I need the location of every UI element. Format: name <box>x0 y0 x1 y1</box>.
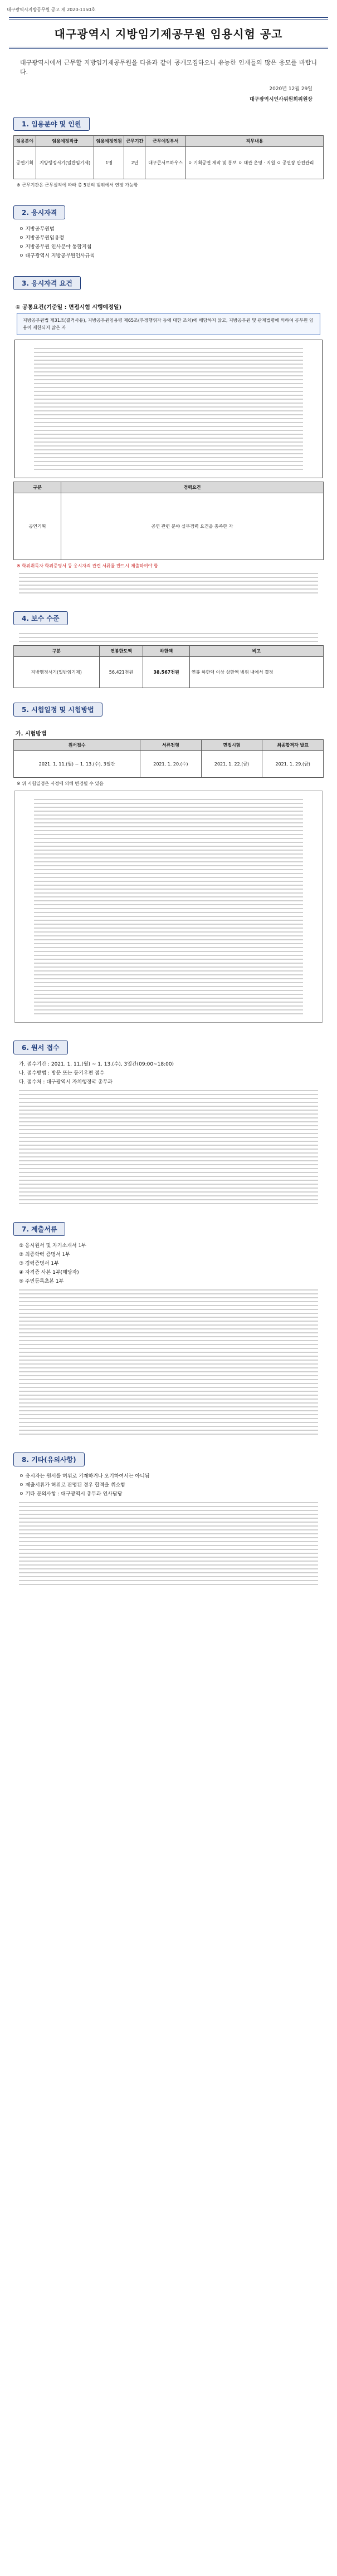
col-header: 임용분야 <box>14 136 36 147</box>
col-header: 구분 <box>14 482 61 493</box>
list-item: 가. 접수기간 : 2021. 1. 11.(월) ~ 1. 13.(수), 3일간(09:00~18:00) <box>19 1062 174 1067</box>
list-item: ④ 자격증 사본 1부(해당자) <box>19 1270 79 1275</box>
schedule-note: ※ 위 시험일정은 사정에 의해 변경될 수 있음 <box>17 781 104 786</box>
section-8-heading: 8. 기타(유의사항) <box>13 1453 85 1466</box>
col-header: 근무예정부서 <box>145 136 186 147</box>
table-cell: 2021. 1. 11.(월) ~ 1. 13.(수), 3일간 <box>14 751 140 778</box>
list-item: ㅇ 제출서류가 허위로 판명된 경우 합격을 취소함 <box>19 1483 126 1488</box>
notice-page <box>6 0 331 1585</box>
table-cell: ㅇ 기획공연 제작 및 홍보 ㅇ 대관 운영 · 지원 ㅇ 공연장 안전관리 <box>186 147 324 179</box>
col-header: 면접시험 <box>201 740 262 751</box>
subheading: 가. 시험방법 <box>16 731 47 737</box>
issuer: 대구광역시인사위원회위원장 <box>249 97 312 102</box>
title-box <box>9 17 328 49</box>
col-header: 임용예정인원 <box>94 136 124 147</box>
list-item: ⑤ 주민등록초본 1부 <box>19 1279 64 1284</box>
col-header: 구분 <box>14 646 100 657</box>
col-header: 임용예정직급 <box>36 136 94 147</box>
dense-text-block <box>34 799 303 1014</box>
col-header: 최종합격자 발표 <box>262 740 324 751</box>
list-item: ㅇ 기타 문의사항 : 대구광역시 총무과 인사담당 <box>19 1491 123 1497</box>
list-item: 다. 접수처 : 대구광역시 자치행정국 총무과 <box>19 1080 113 1085</box>
section-1-heading: 1. 임용분야 및 인원 <box>13 117 90 131</box>
list-item: 나. 접수방법 : 방문 또는 등기우편 접수 <box>19 1071 105 1076</box>
dense-text-block <box>19 1502 318 1585</box>
dense-text-block <box>19 573 318 593</box>
section-3-heading: 3. 응시자격 요건 <box>13 276 81 290</box>
table-cell: 2021. 1. 20.(수) <box>140 751 202 778</box>
list-item: ② 최종학력 증명서 1부 <box>19 1252 70 1258</box>
col-header: 원서접수 <box>14 740 140 751</box>
disqualification-box <box>14 340 323 478</box>
requirement-box: 지방공무원법 제31조(결격사유), 지방공무원임용령 제65조(부정행위자 등에 대한 조치)에 해당하지 않고, 지방공무원 및 관계법령에 의하여 공무원 임용이 제한되지 않은 자 <box>17 313 320 335</box>
col-header: 경력요건 <box>61 482 324 493</box>
dense-text-block <box>19 1090 318 1204</box>
table-cell: 2021. 1. 22.(금) <box>201 751 262 778</box>
section-6-heading: 6. 원서 접수 <box>13 1041 68 1054</box>
dense-text-block <box>34 348 303 470</box>
table-cell: 2021. 1. 29.(금) <box>262 751 324 778</box>
list-item: ㅇ 지방공무원 인사분야 통합지침 <box>19 244 92 250</box>
section-2-heading: 2. 응시자격 <box>13 205 65 219</box>
section-7-heading: 7. 제출서류 <box>13 1222 65 1236</box>
schedule-table <box>13 739 324 778</box>
table-cell: 공연기획 <box>14 147 36 179</box>
table-cell: 공연기획 <box>14 493 61 560</box>
notice-date: 2020년 12월 29일 <box>269 86 312 92</box>
career-table <box>13 482 324 560</box>
application-list <box>19 1060 318 1087</box>
intro-text: 대구광역시에서 근무할 지방임기제공무원을 다음과 같이 공개모집하오니 유능한 인재들의 많은 응모를 바랍니다. <box>20 59 317 76</box>
col-header: 근무기간 <box>124 136 145 147</box>
documents-list <box>19 1242 318 1286</box>
col-header: 연봉한도액 <box>99 646 143 657</box>
dense-text-block <box>19 633 318 642</box>
page-title: 대구광역시 지방임기제공무원 임용시험 공고 <box>54 27 283 41</box>
notice-red: ※ 학위취득자 학위증명서 등 응시자격 관련 서류를 반드시 제출하여야 함 <box>17 563 158 568</box>
dense-text-block <box>19 1289 318 1435</box>
list-item: ㅇ 지방공무원법 <box>19 227 55 232</box>
section-5-heading: 5. 시험일정 및 시험방법 <box>13 703 102 717</box>
section-4-heading: 4. 보수 수준 <box>13 611 68 625</box>
table-cell: 56,421천원 <box>99 657 143 688</box>
table-note: ※ 근무기간은 근무실적에 따라 총 5년의 범위에서 연장 가능함 <box>17 183 138 188</box>
table-cell: 연봉 하한액 이상 상한액 범위 내에서 결정 <box>189 657 323 688</box>
exam-method-box <box>14 791 323 1023</box>
list-item: ① 응시원서 및 자기소개서 1부 <box>19 1243 86 1249</box>
position-table <box>13 135 324 179</box>
table-cell: 공연 관련 분야 실무경력 요건을 충족한 자 <box>61 493 324 560</box>
table-cell: 1명 <box>94 147 124 179</box>
col-header: 비고 <box>189 646 323 657</box>
list-item: ㅇ 응시자는 원서를 허위로 기재하거나 오기하여서는 아니됨 <box>19 1474 150 1479</box>
col-header: 하한액 <box>143 646 189 657</box>
table-cell: 2년 <box>124 147 145 179</box>
list-item: ㅇ 대구광역시 지방공무원인사규칙 <box>19 253 95 259</box>
subheading: ① 공통요건(기준일 : 면접시험 시행예정일) <box>16 305 122 311</box>
table-cell: 지방행정서기(일반임기제) <box>36 147 94 179</box>
col-header: 직무내용 <box>186 136 324 147</box>
table-cell: 대구콘서트하우스 <box>145 147 186 179</box>
list-item: ③ 경력증명서 1부 <box>19 1261 59 1267</box>
list-item: ㅇ 지방공무원임용령 <box>19 235 65 241</box>
notice-number: 대구광역시지방공무원 공고 제 2020-1150호 <box>7 7 96 12</box>
table-cell: 지방행정서기(일반임기제) <box>14 657 100 688</box>
law-list <box>19 225 318 261</box>
table-cell: 38,567천원 <box>143 657 189 688</box>
col-header: 서류전형 <box>140 740 202 751</box>
salary-table <box>13 645 324 688</box>
notes-list <box>19 1472 318 1499</box>
